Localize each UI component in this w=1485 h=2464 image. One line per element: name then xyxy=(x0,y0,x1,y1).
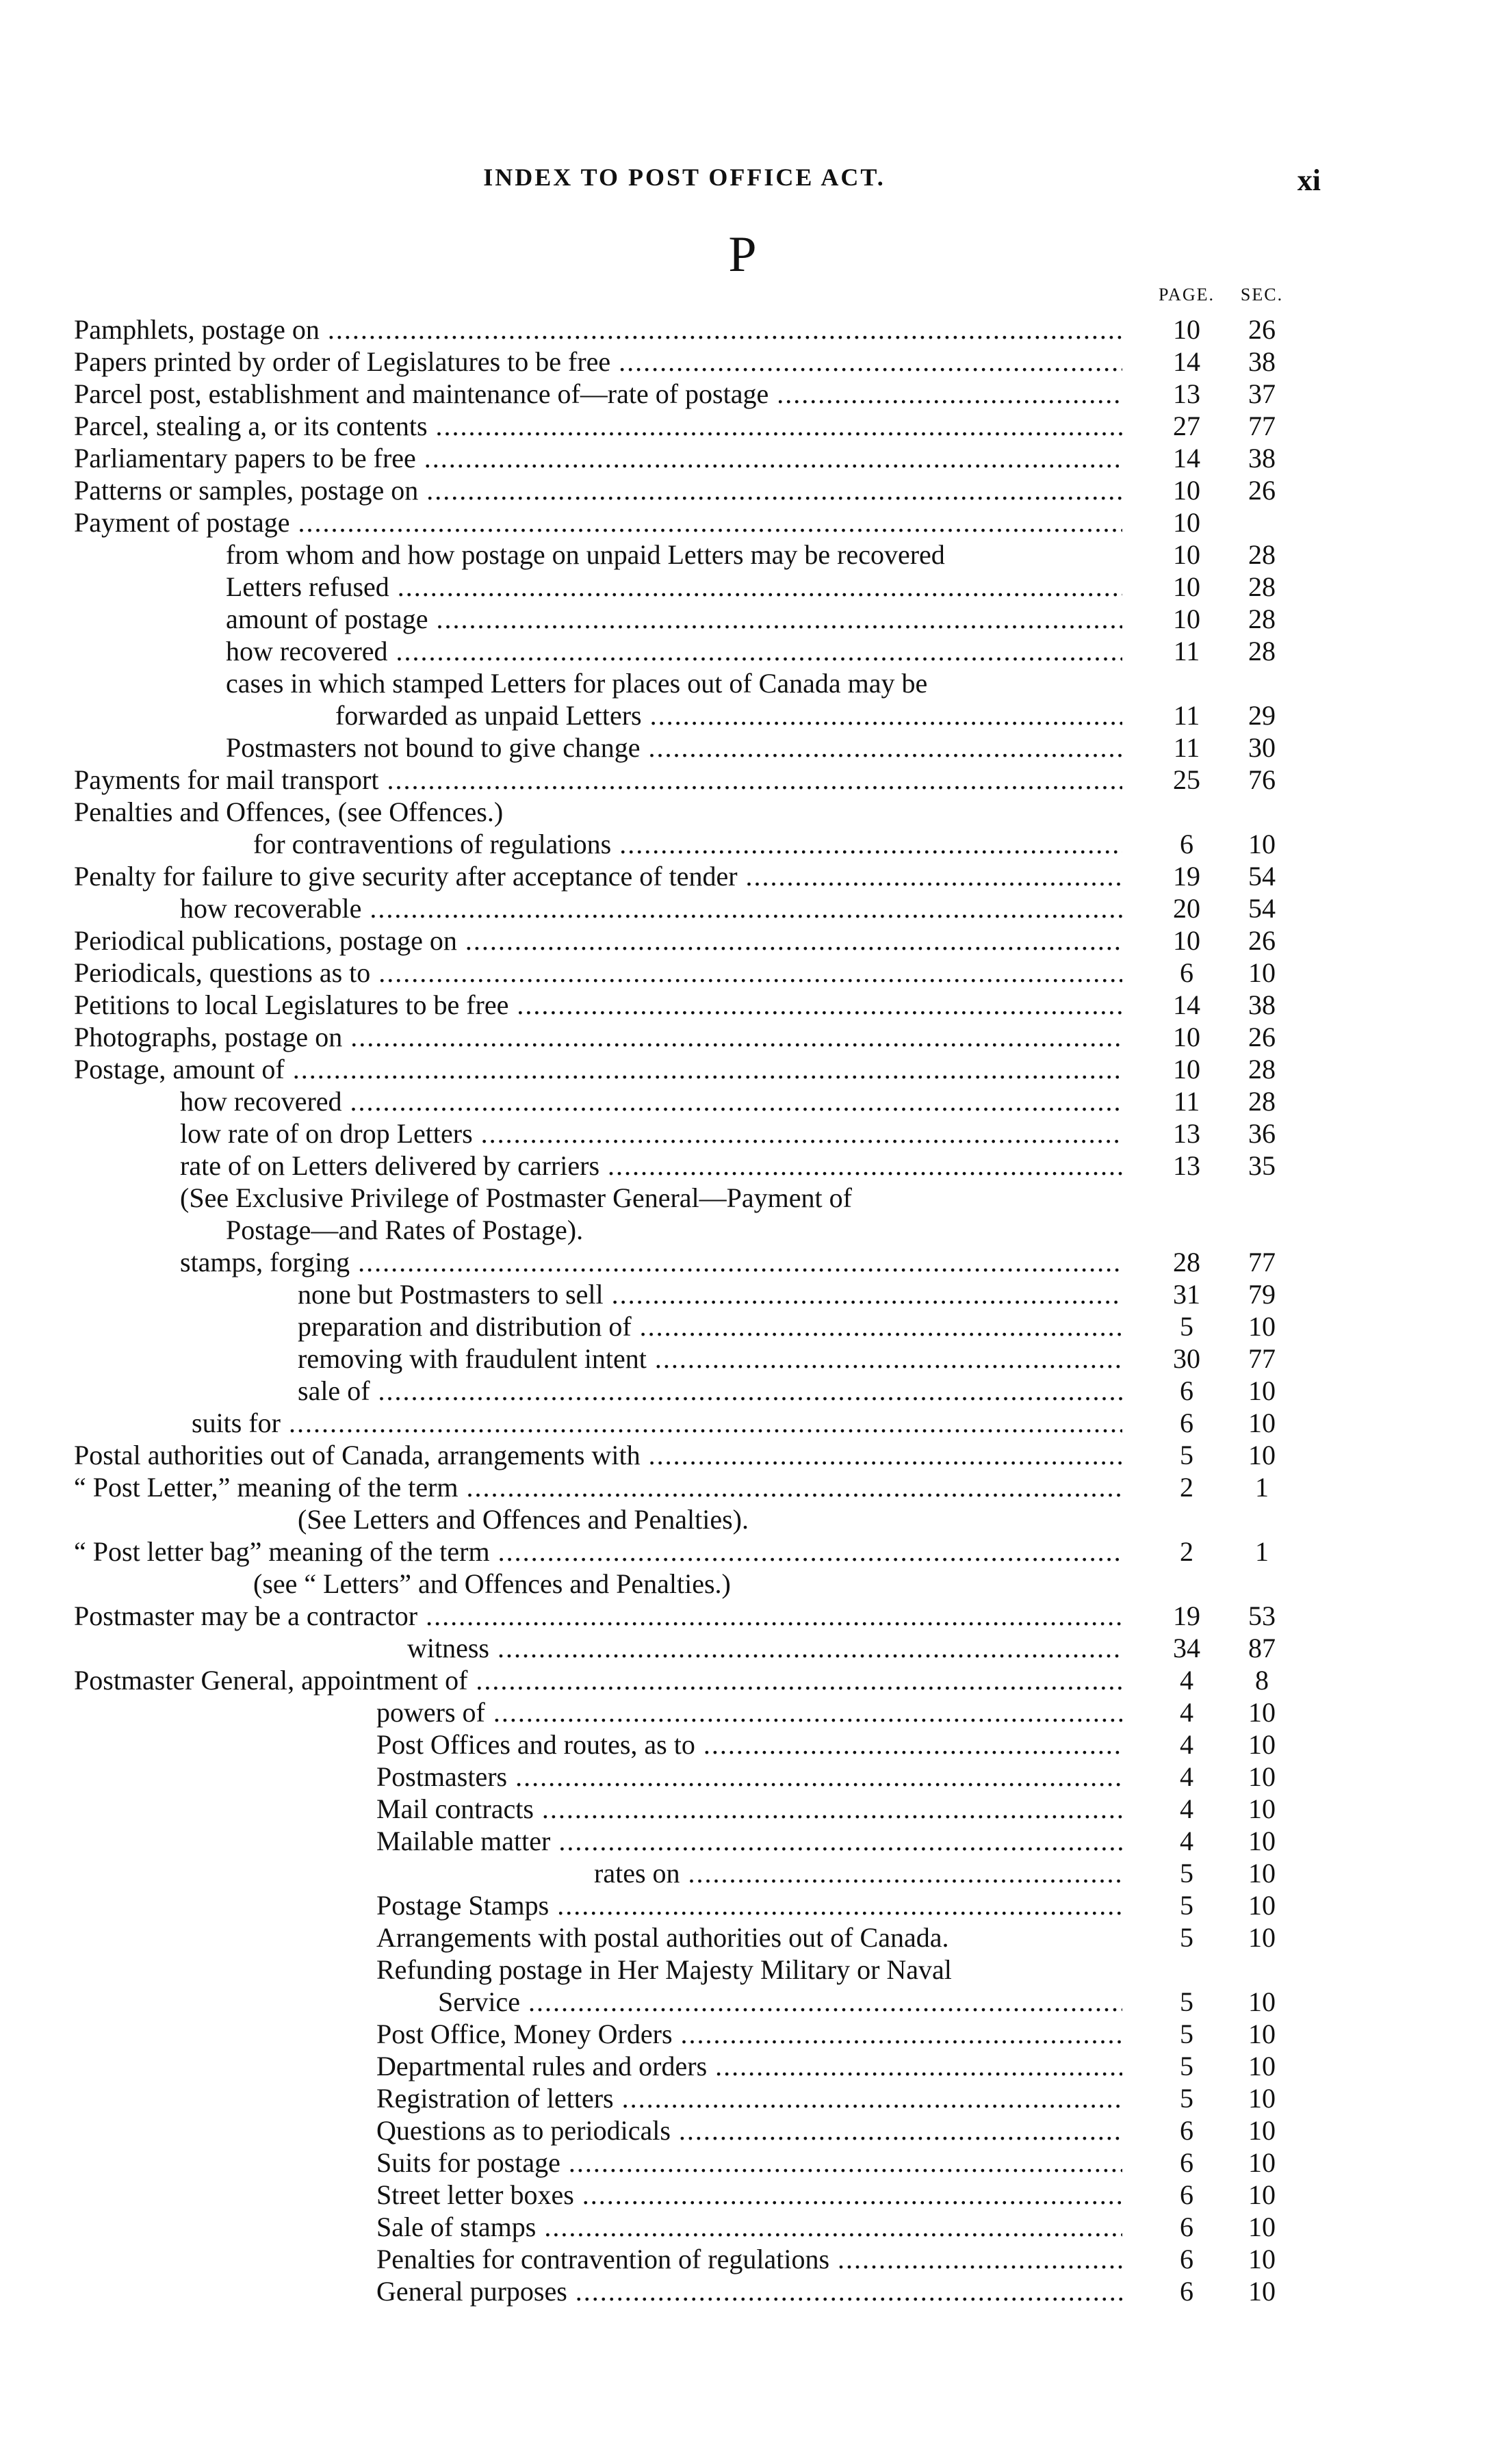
entry-page: 6 xyxy=(1180,957,1193,988)
entry-section: 10 xyxy=(1248,1922,1276,1953)
entry-section: 28 xyxy=(1248,604,1276,634)
entry-page: 5 xyxy=(1180,1440,1193,1470)
entry-section: 37 xyxy=(1248,378,1276,409)
entry-text: Papers printed by order of Legislatures to be free ..... xyxy=(0,346,1122,378)
entry-text: how recoverable ..... xyxy=(0,892,1122,924)
index-entry xyxy=(0,410,1485,442)
entry-text: Post Office, Money Orders ..... xyxy=(0,2018,1122,2050)
entry-page: 5 xyxy=(1180,2051,1193,2082)
section-column-header: SEC. xyxy=(1240,285,1284,304)
entry-text: Postage—and Rates of Postage). xyxy=(226,1215,584,1245)
index-entry xyxy=(0,1825,1485,1857)
entry-text: Pamphlets, postage on ..... xyxy=(0,313,1122,346)
entry-section: 26 xyxy=(1248,314,1276,345)
entry-section: 10 xyxy=(1248,1793,1276,1824)
index-entry xyxy=(0,796,1485,828)
index-entry xyxy=(0,378,1485,410)
entry-page: 4 xyxy=(1180,1729,1193,1760)
entry-page: 31 xyxy=(1173,1279,1200,1310)
index-entry xyxy=(0,1503,1485,1535)
entry-text: Periodical publications, postage on ..... xyxy=(0,924,1122,957)
entry-section: 10 xyxy=(1248,1986,1276,2017)
entry-page: 6 xyxy=(1180,2179,1193,2210)
entry-text: Periodicals, questions as to ..... xyxy=(0,957,1122,989)
entry-page: 10 xyxy=(1173,314,1200,345)
entry-text: how recovered ..... xyxy=(0,1085,1122,1117)
entry-page: 14 xyxy=(1173,443,1200,474)
entry-section: 54 xyxy=(1248,893,1276,924)
entry-text: Parcel post, establishment and maintenance of—rate of postage ..... xyxy=(0,378,1122,410)
entry-section: 10 xyxy=(1248,2115,1276,2146)
entry-text: Mail contracts ..... xyxy=(0,1793,1122,1825)
index-entry xyxy=(0,1117,1485,1150)
index-entry xyxy=(0,1664,1485,1696)
entry-section: 10 xyxy=(1248,957,1276,988)
index-entry xyxy=(0,1954,1485,1986)
entry-section: 1 xyxy=(1255,1472,1269,1503)
index-entry xyxy=(0,1568,1485,1600)
entry-text: (See Exclusive Privilege of Postmaster General—Payment of xyxy=(180,1182,852,1213)
index-entry xyxy=(0,1535,1485,1568)
entry-page: 10 xyxy=(1173,475,1200,506)
entry-section: 10 xyxy=(1248,1890,1276,1921)
index-entry xyxy=(0,1471,1485,1503)
entry-page: 6 xyxy=(1180,2244,1193,2274)
index-entry xyxy=(0,892,1485,924)
entry-text: preparation and distribution of ..... xyxy=(0,1310,1122,1343)
entry-page: 6 xyxy=(1180,2147,1193,2178)
index-entry xyxy=(0,1182,1485,1214)
index-entry xyxy=(0,1150,1485,1182)
entry-page: 11 xyxy=(1173,636,1200,666)
entry-section: 77 xyxy=(1248,1343,1276,1374)
index-entry xyxy=(0,442,1485,474)
entry-section: 10 xyxy=(1248,1826,1276,1856)
entry-section: 10 xyxy=(1248,1440,1276,1470)
index-entry xyxy=(0,2179,1485,2211)
entry-section: 38 xyxy=(1248,989,1276,1020)
entry-text: Patterns or samples, postage on ..... xyxy=(0,474,1122,506)
index-entry xyxy=(0,1696,1485,1728)
entry-section: 10 xyxy=(1248,2019,1276,2049)
entry-text: Letters refused ..... xyxy=(0,571,1122,603)
entry-text: Parliamentary papers to be free ..... xyxy=(0,442,1122,474)
entry-text: Postmaster General, appointment of ..... xyxy=(0,1664,1122,1696)
entry-text: Postage Stamps ..... xyxy=(0,1889,1122,1921)
entry-page: 20 xyxy=(1173,893,1200,924)
entry-section: 10 xyxy=(1248,1375,1276,1406)
page-number: xi xyxy=(1297,164,1321,197)
entry-section: 28 xyxy=(1248,1054,1276,1085)
entry-text: Refunding postage in Her Majesty Military or Naval xyxy=(376,1954,952,1985)
index-entry xyxy=(0,2114,1485,2147)
entry-text: low rate of on drop Letters ..... xyxy=(0,1117,1122,1150)
entry-section: 10 xyxy=(1248,1858,1276,1889)
entry-text: Photographs, postage on ..... xyxy=(0,1021,1122,1053)
index-entry xyxy=(0,1310,1485,1343)
entry-page: 10 xyxy=(1173,1022,1200,1052)
entry-page: 10 xyxy=(1173,1054,1200,1085)
index-entry xyxy=(0,603,1485,635)
entry-section: 53 xyxy=(1248,1600,1276,1631)
index-entry xyxy=(0,2050,1485,2082)
index-entry xyxy=(0,313,1485,346)
index-entry xyxy=(0,1375,1485,1407)
entry-text: Postal authorities out of Canada, arrangements with ..... xyxy=(0,1439,1122,1471)
entry-page: 10 xyxy=(1173,604,1200,634)
index-entry xyxy=(0,1600,1485,1632)
index-entry xyxy=(0,635,1485,667)
entry-text: Service ..... xyxy=(0,1986,1122,2018)
entry-section: 10 xyxy=(1248,2244,1276,2274)
entry-section: 28 xyxy=(1248,539,1276,570)
entry-text: “ Post Letter,” meaning of the term ..... xyxy=(0,1471,1122,1503)
index-entry xyxy=(0,539,1485,571)
entry-page: 5 xyxy=(1180,1890,1193,1921)
entry-text: Suits for postage ..... xyxy=(0,2147,1122,2179)
entry-page: 10 xyxy=(1173,925,1200,956)
entry-page: 4 xyxy=(1180,1793,1193,1824)
index-entry xyxy=(0,957,1485,989)
index-entry xyxy=(0,2147,1485,2179)
entry-text: Street letter boxes ..... xyxy=(0,2179,1122,2211)
index-entry xyxy=(0,2243,1485,2275)
entry-page: 10 xyxy=(1173,571,1200,602)
index-entry xyxy=(0,1439,1485,1471)
entry-text: witness ..... xyxy=(0,1632,1122,1664)
entry-page: 13 xyxy=(1173,378,1200,409)
entry-section: 28 xyxy=(1248,636,1276,666)
entry-page: 13 xyxy=(1173,1150,1200,1181)
entry-text: Postmasters not bound to give change ..... xyxy=(0,731,1122,764)
entry-text: Departmental rules and orders ..... xyxy=(0,2050,1122,2082)
entry-section: 10 xyxy=(1248,2179,1276,2210)
index-entry xyxy=(0,1632,1485,1664)
index-entry xyxy=(0,346,1485,378)
entry-page: 30 xyxy=(1173,1343,1200,1374)
entry-page: 5 xyxy=(1180,1922,1193,1953)
entry-page: 11 xyxy=(1173,700,1200,731)
entry-section: 26 xyxy=(1248,925,1276,956)
index-entry xyxy=(0,828,1485,860)
index-entry xyxy=(0,2211,1485,2243)
index-entry xyxy=(0,764,1485,796)
entry-page: 14 xyxy=(1173,989,1200,1020)
index-entry xyxy=(0,2018,1485,2050)
entry-section: 10 xyxy=(1248,1311,1276,1342)
entry-section: 28 xyxy=(1248,1086,1276,1117)
index-entry xyxy=(0,2082,1485,2114)
entry-section: 38 xyxy=(1248,443,1276,474)
entry-page: 19 xyxy=(1173,861,1200,892)
index-entry xyxy=(0,1793,1485,1825)
entry-section: 10 xyxy=(1248,2276,1276,2307)
entry-section: 77 xyxy=(1248,411,1276,441)
entry-section: 8 xyxy=(1255,1665,1269,1696)
entry-section: 10 xyxy=(1248,1761,1276,1792)
entry-page: 6 xyxy=(1180,1408,1193,1438)
entry-page: 6 xyxy=(1180,2115,1193,2146)
entry-page: 27 xyxy=(1173,411,1200,441)
entry-text: “ Post letter bag” meaning of the term ..... xyxy=(0,1535,1122,1568)
index-entry xyxy=(0,1053,1485,1085)
entry-text: powers of ..... xyxy=(0,1696,1122,1728)
page-column-header: PAGE. xyxy=(1158,285,1215,304)
index-entry xyxy=(0,1246,1485,1278)
entry-page: 5 xyxy=(1180,2019,1193,2049)
entry-page: 25 xyxy=(1173,764,1200,795)
index-entry xyxy=(0,1343,1485,1375)
entry-section: 30 xyxy=(1248,732,1276,763)
entry-section: 10 xyxy=(1248,1408,1276,1438)
entry-page: 10 xyxy=(1173,539,1200,570)
entry-text: Postmasters ..... xyxy=(0,1761,1122,1793)
entry-page: 11 xyxy=(1173,1086,1200,1117)
section-letter: P xyxy=(728,226,757,283)
entry-page: 14 xyxy=(1173,346,1200,377)
entry-text: Penalties and Offences, (see Offences.) xyxy=(74,796,504,827)
entry-text: Payment of postage ..... xyxy=(0,506,1122,539)
entry-text: for contraventions of regulations ..... xyxy=(0,828,1122,860)
entry-section: 54 xyxy=(1248,861,1276,892)
entry-text: none but Postmasters to sell ..... xyxy=(0,1278,1122,1310)
index-entry xyxy=(0,924,1485,957)
index-entry xyxy=(0,1889,1485,1921)
entry-text: amount of postage ..... xyxy=(0,603,1122,635)
entry-text: Postmaster may be a contractor ..... xyxy=(0,1600,1122,1632)
entry-page: 6 xyxy=(1180,1375,1193,1406)
entry-page: 10 xyxy=(1173,507,1200,538)
index-entry xyxy=(0,1761,1485,1793)
index-entry xyxy=(0,860,1485,892)
entry-page: 2 xyxy=(1180,1472,1193,1503)
index-entry xyxy=(0,2275,1485,2307)
entry-text: Postage, amount of ..... xyxy=(0,1053,1122,1085)
entry-page: 13 xyxy=(1173,1118,1200,1149)
entry-text: rate of on Letters delivered by carriers ..... xyxy=(0,1150,1122,1182)
entry-text: Questions as to periodicals ..... xyxy=(0,2114,1122,2147)
entry-text: stamps, forging ..... xyxy=(0,1246,1122,1278)
entry-section: 10 xyxy=(1248,2147,1276,2178)
index-entry xyxy=(0,1407,1485,1439)
entry-page: 2 xyxy=(1180,1536,1193,1567)
entry-section: 35 xyxy=(1248,1150,1276,1181)
entry-text: Penalty for failure to give security after acceptance of tender ..... xyxy=(0,860,1122,892)
entry-section: 79 xyxy=(1248,1279,1276,1310)
entry-text: Parcel, stealing a, or its contents ..... xyxy=(0,410,1122,442)
entry-section: 10 xyxy=(1248,2212,1276,2242)
entry-section: 28 xyxy=(1248,571,1276,602)
entry-page: 6 xyxy=(1180,2212,1193,2242)
index-entry xyxy=(0,989,1485,1021)
entry-page: 4 xyxy=(1180,1665,1193,1696)
entry-text: General purposes ..... xyxy=(0,2275,1122,2307)
entry-text: Post Offices and routes, as to ..... xyxy=(0,1728,1122,1761)
entry-text: removing with fraudulent intent ..... xyxy=(0,1343,1122,1375)
entry-text: sale of ..... xyxy=(0,1375,1122,1407)
entry-page: 5 xyxy=(1180,2083,1193,2114)
entry-page: 11 xyxy=(1173,732,1200,763)
entry-text: (see “ Letters” and Offences and Penalties.) xyxy=(253,1568,731,1599)
entry-page: 4 xyxy=(1180,1697,1193,1728)
index-entry xyxy=(0,731,1485,764)
entry-page: 6 xyxy=(1180,829,1193,859)
entry-text: Mailable matter ..... xyxy=(0,1825,1122,1857)
entry-page: 5 xyxy=(1180,1858,1193,1889)
entry-section: 1 xyxy=(1255,1536,1269,1567)
entry-text: Arrangements with postal authorities out of Canada. xyxy=(376,1922,949,1953)
entry-section: 10 xyxy=(1248,2083,1276,2114)
entry-text: suits for ..... xyxy=(0,1407,1122,1439)
index-entry xyxy=(0,571,1485,603)
entry-page: 6 xyxy=(1180,2276,1193,2307)
index-entry xyxy=(0,667,1485,699)
index-entry xyxy=(0,1728,1485,1761)
entry-text: Petitions to local Legislatures to be free ..... xyxy=(0,989,1122,1021)
entry-page: 5 xyxy=(1180,1986,1193,2017)
index-entry xyxy=(0,1921,1485,1954)
entry-page: 4 xyxy=(1180,1826,1193,1856)
entry-text: cases in which stamped Letters for places out of Canada may be xyxy=(226,668,928,699)
index-entry xyxy=(0,1085,1485,1117)
running-head xyxy=(0,163,1485,204)
entry-section: 10 xyxy=(1248,829,1276,859)
entry-text: Sale of stamps ..... xyxy=(0,2211,1122,2243)
entry-section: 76 xyxy=(1248,764,1276,795)
entry-text: rates on ..... xyxy=(0,1857,1122,1889)
entry-section: 10 xyxy=(1248,1729,1276,1760)
entry-text: Penalties for contravention of regulations ..... xyxy=(0,2243,1122,2275)
entry-text: how recovered ..... xyxy=(0,635,1122,667)
entry-section: 26 xyxy=(1248,1022,1276,1052)
entry-text: Payments for mail transport ..... xyxy=(0,764,1122,796)
entry-section: 87 xyxy=(1248,1633,1276,1663)
entry-page: 5 xyxy=(1180,1311,1193,1342)
index-entry xyxy=(0,506,1485,539)
running-title: INDEX TO POST OFFICE ACT. xyxy=(483,164,886,191)
entry-page: 19 xyxy=(1173,1600,1200,1631)
entry-text: Registration of letters ..... xyxy=(0,2082,1122,2114)
index-entry xyxy=(0,1278,1485,1310)
entry-page: 34 xyxy=(1173,1633,1200,1663)
index-entry xyxy=(0,1986,1485,2018)
entry-page: 4 xyxy=(1180,1761,1193,1792)
index-entry xyxy=(0,1214,1485,1246)
index-entries xyxy=(0,313,1485,2307)
index-entry xyxy=(0,699,1485,731)
entry-text: (See Letters and Offences and Penalties). xyxy=(298,1504,749,1535)
entry-section: 36 xyxy=(1248,1118,1276,1149)
entry-section: 29 xyxy=(1248,700,1276,731)
entry-page: 28 xyxy=(1173,1247,1200,1278)
entry-text: from whom and how postage on unpaid Letters may be recovered xyxy=(226,539,945,570)
entry-section: 38 xyxy=(1248,346,1276,377)
entry-section: 10 xyxy=(1248,2051,1276,2082)
index-entry xyxy=(0,1021,1485,1053)
entry-section: 77 xyxy=(1248,1247,1276,1278)
index-entry xyxy=(0,1857,1485,1889)
entry-section: 10 xyxy=(1248,1697,1276,1728)
entry-text: forwarded as unpaid Letters ..... xyxy=(0,699,1122,731)
index-entry xyxy=(0,474,1485,506)
entry-section: 26 xyxy=(1248,475,1276,506)
